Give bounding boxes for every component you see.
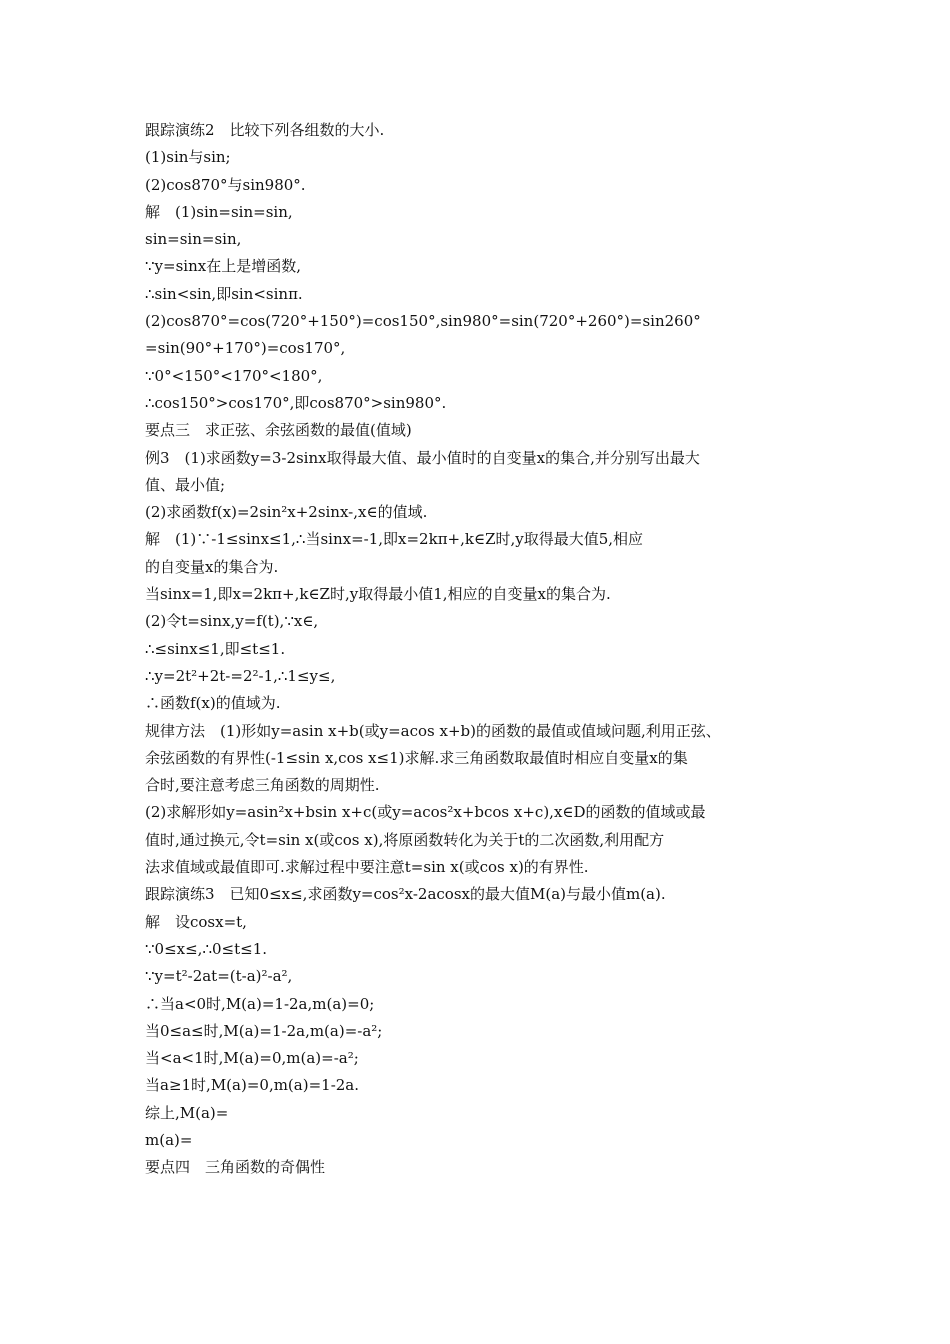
text-line: 规律方法 (1)形如y=asin x+b(或y=acos x+b)的函数的最值或值域问题,利用正弦、: [145, 721, 721, 740]
text-line: 合时,要注意考虑三角函数的周期性.: [145, 776, 380, 795]
text-line: (2)cos870°与sin980°.: [145, 175, 306, 194]
text-line: ∴≤sinx≤1,即≤t≤1.: [145, 639, 286, 658]
text-line: ∵y=t²-2at=(t-a)²-a²,: [145, 967, 293, 986]
section-heading: 要点三 求正弦、余弦函数的最值(值域): [145, 421, 412, 440]
section-heading: 要点四 三角函数的奇偶性: [145, 1158, 326, 1177]
text-line: sin=sin=sin,: [145, 230, 242, 249]
text-line: 当a≥1时,M(a)=0,m(a)=1-2a.: [145, 1076, 360, 1095]
text-line: (2)求函数f(x)=2sin²x+2sinx-,x∈的值域.: [145, 503, 428, 522]
text-line: 法求值域或最值即可.求解过程中要注意t=sin x(或cos x)的有界性.: [145, 858, 589, 877]
text-line: ∵0≤x≤,∴0≤t≤1.: [145, 939, 268, 958]
text-line: 解 设cosx=t,: [145, 912, 247, 931]
text-line: (1)sin与sin;: [145, 148, 231, 167]
text-line: ∴sin<sin,即sin<sinπ.: [145, 284, 303, 303]
text-line: ∴函数f(x)的值域为.: [145, 694, 281, 713]
text-line: 的自变量x的集合为.: [145, 557, 279, 576]
text-line: 值时,通过换元,令t=sin x(或cos x),将原函数转化为关于t的二次函数,利用配方: [145, 830, 665, 849]
text-line: 跟踪演练3 已知0≤x≤,求函数y=cos²x-2acosx的最大值M(a)与最小值m(a).: [145, 885, 666, 904]
text-line: =sin(90°+170°)=cos170°,: [145, 339, 346, 358]
text-line: m(a)=: [145, 1130, 193, 1149]
text-line: (2)cos870°=cos(720°+150°)=cos150°,sin980°=sin(720°+260°)=sin260°: [145, 312, 701, 331]
text-line: ∴当a<0时,M(a)=1-2a,m(a)=0;: [145, 994, 375, 1013]
text-line: 例3 (1)求函数y=3-2sinx取得最大值、最小值时的自变量x的集合,并分别写出最大: [145, 448, 700, 467]
text-line: (2)求解形如y=asin²x+bsin x+c(或y=acos²x+bcos x+c),x∈D的函数的值域或最: [145, 803, 706, 822]
text-line: ∵y=sinx在上是增函数,: [145, 257, 301, 276]
text-line: ∵0°<150°<170°<180°,: [145, 366, 323, 385]
text-line: 值、最小值;: [145, 475, 226, 494]
text-line: ∴y=2t²+2t-=2²-1,∴1≤y≤,: [145, 666, 336, 685]
text-line: 当sinx=1,即x=2kπ+,k∈Z时,y取得最小值1,相应的自变量x的集合为.: [145, 585, 611, 604]
text-line: (2)令t=sinx,y=f(t),∵x∈,: [145, 612, 319, 631]
text-line: 当<a<1时,M(a)=0,m(a)=-a²;: [145, 1049, 359, 1068]
text-line: ∴cos150°>cos170°,即cos870°>sin980°.: [145, 393, 447, 412]
text-line: 跟踪演练2 比较下列各组数的大小.: [145, 121, 385, 139]
document-page: [145, 117, 825, 1182]
text-line: 余弦函数的有界性(-1≤sin x,cos x≤1)求解.求三角函数取最值时相应自变量x的集: [145, 748, 688, 767]
text-line: 综上,M(a)=: [145, 1103, 229, 1122]
text-line: 当0≤a≤时,M(a)=1-2a,m(a)=-a²;: [145, 1021, 383, 1040]
text-line: 解 (1)sin=sin=sin,: [145, 202, 293, 221]
text-line: 解 (1)∵-1≤sinx≤1,∴当sinx=-1,即x=2kπ+,k∈Z时,y取得最大值5,相应: [145, 530, 644, 549]
